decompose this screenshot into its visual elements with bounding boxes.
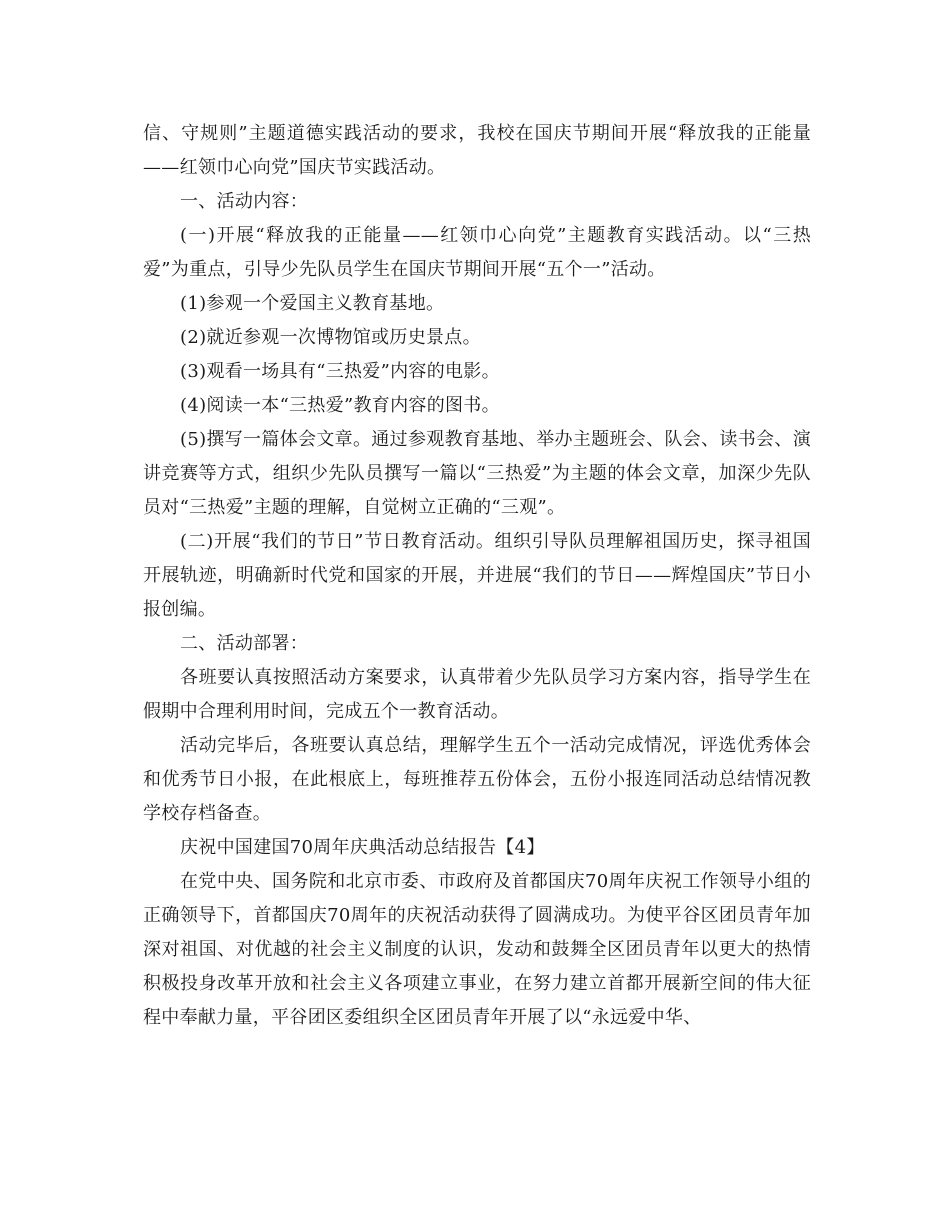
document-body: [143, 117, 811, 1035]
list-item: (2)就近参观一次博物馆或历史景点。: [180, 327, 481, 348]
list-item: (3)观看一场具有“三热爱”内容的电影。: [180, 361, 500, 382]
paragraph: 信、守规则”主题道德实践活动的要求，我校在国庆节期间开展“释放我的正能量——红领巾心向党”国庆节实践活动。: [143, 123, 811, 178]
paragraph: 各班要认真按照活动方案要求，认真带着少先队员学习方案内容，指导学生在假期中合理利用时间，完成五个一教育活动。: [143, 667, 811, 722]
list-item: (4)阅读一本“三热爱”教育内容的图书。: [180, 395, 500, 416]
section-heading: 一、活动内容：: [180, 191, 309, 212]
list-item: (1)参观一个爱国主义教育基地。: [180, 293, 445, 314]
list-item: (5)撰写一篇体会文章。通过参观教育基地、举办主题班会、队会、读书会、演讲竞赛等方式，组织少先队员撰写一篇以“三热爱”为主题的体会文章，加深少先队员对“三热爱”主题的理解，自觉树立正确的“三观”。: [143, 429, 811, 518]
report-title: 庆祝中国建国70周年庆典活动总结报告【4】: [180, 837, 545, 858]
paragraph: (二)开展“我们的节日”节日教育活动。组织引导队员理解祖国历史，探寻祖国开展轨迹，明确新时代党和国家的开展，并进展“我们的节日——辉煌国庆”节日小报创编。: [143, 531, 811, 620]
section-heading: 二、活动部署：: [180, 633, 309, 654]
paragraph: 活动完毕后，各班要认真总结，理解学生五个一活动完成情况，评选优秀体会和优秀节日小报，在此根底上，每班推荐五份体会，五份小报连同活动总结情况教学校存档备查。: [143, 735, 811, 824]
paragraph: (一)开展“释放我的正能量——红领巾心向党”主题教育实践活动。以“三热爱”为重点，引导少先队员学生在国庆节期间开展“五个一”活动。: [143, 225, 811, 280]
paragraph: 在党中央、国务院和北京市委、市政府及首都国庆70周年庆祝工作领导小组的正确领导下，首都国庆70周年的庆祝活动获得了圆满成功。为使平谷区团员青年加深对祖国、对优越的社会主义制度的认识，发动和鼓舞全区团员青年以更大的热情积极投身改革开放和社会主义各项建立事业，在努力建立首都开展新空间的伟大征程中奉献力量，平谷团区委组织全区团员青年开展了以“永远爱中华、: [143, 871, 811, 1028]
